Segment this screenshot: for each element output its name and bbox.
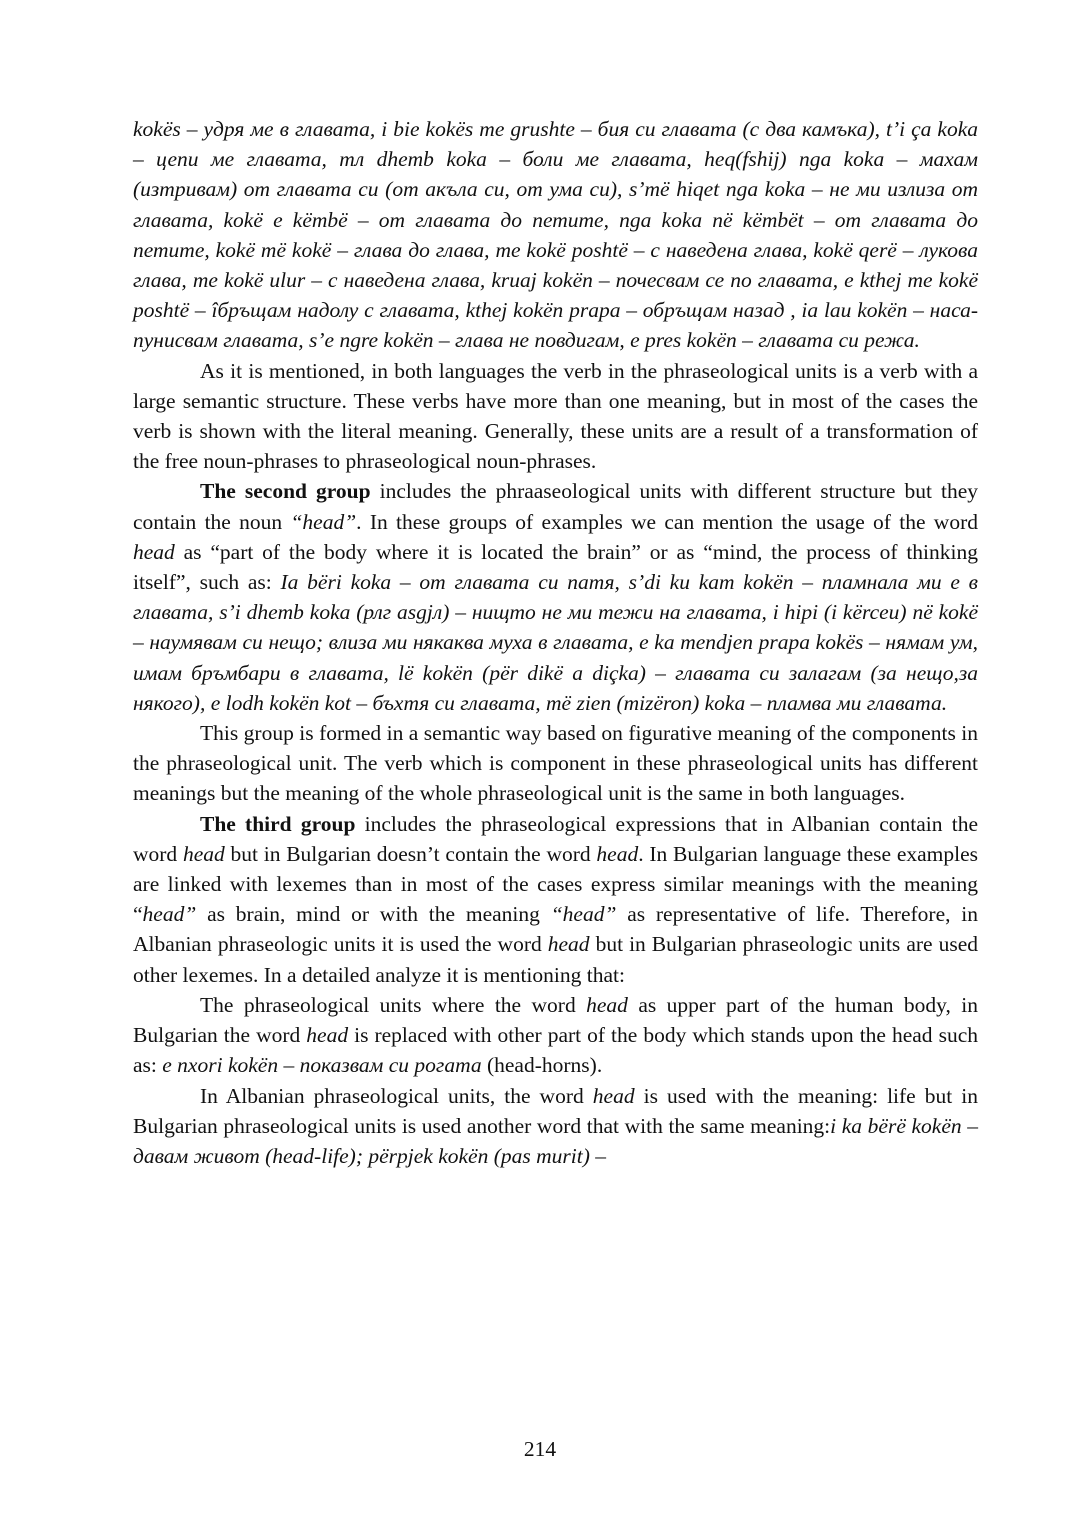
italic-examples: Ia bëri koka – от главата си патя, s’di ku kam kokën – пламнала ми е в главата, s’i dhemb koka (рлг asgjл) – нищто не ми тежи на главата, i hipi (i kërceu) në kokë – наумявам си нещо; влиза ми някаква муха в главата, e ka mendjen prapa kokës – нямам ум, имам бръмбари в главата, lë kokën (për dikë a diçka) – главата си залагам (за нещо,за някого), e lodh kokën kot – бъхтя си главата, më zien (mizëron) koka – пламва ми главата. [133, 570, 979, 715]
body-text: includes the phraaseological units with different structure but they contain the noun [133, 479, 978, 534]
document-page [133, 114, 978, 1171]
italic-text: “head” [550, 902, 617, 927]
paragraph-third-group [133, 809, 978, 990]
paragraph-semantic-formation [133, 718, 978, 809]
italic-text: head [182, 841, 225, 866]
body-text: as representative of life. Therefore, in Albanian phraseologic units it is used the word [133, 902, 978, 957]
bold-heading-third-group: The third group [200, 811, 356, 836]
body-text: as upper part of the human body, in Bulgarian the word [133, 992, 978, 1048]
bold-heading-second-group: The second group [200, 479, 371, 504]
body-text: In Albanian phraseological units, the word [200, 1083, 593, 1108]
italic-text: head [306, 1023, 349, 1048]
italic-text: head [592, 1083, 635, 1108]
italic-example: i ka bërë kokën – давам живот (head-life); përpjek kokën (pas murit) – [133, 1113, 978, 1168]
body-text: as “part of the body where it is located the brain” or as “mind, the process of thinking itself”, such as: [133, 539, 978, 595]
body-text: is replaced with other part of the body which stands upon the head such as: [133, 1023, 978, 1078]
body-text: This group is formed in a semantic way based on figurative meaning of the components in the phraseological unit. The verb which is component in these phraseological units has different meanings but the meaning of the whole phraseological unit is the same in both languages. [133, 721, 978, 806]
paragraph-examples-continued [133, 114, 978, 356]
body-text: but in Bulgarian doesn’t contain the word [224, 841, 597, 866]
page-number: 214 [523, 1437, 557, 1461]
italic-text: “head” [290, 509, 357, 534]
body-text: includes the phraseological expressions that in Albanian contain the word [133, 811, 978, 866]
body-text: but in Bulgarian phraseologic units are used other lexemes. In a detailed analyze it is mentioning that: [133, 932, 978, 987]
paragraph-second-group [133, 476, 978, 718]
body-text: As it is mentioned, in both languages the verb in the phraseological units is a verb with a large semantic structure. These verbs have more than one meaning, but in most of the cases the verb is shown with the literal meaning. Generally, these units are a result of a transformation of the free noun-phrases to phraseological noun-phrases. [133, 358, 978, 474]
italic-text: head [586, 992, 628, 1017]
body-text: is used with the meaning: life but in Bulgarian phraseological units is used another word that with the same meaning: [133, 1083, 979, 1138]
body-text: The phraseological units where the word [200, 992, 587, 1017]
body-text: as brain, mind or with the meaning [196, 902, 551, 927]
italic-text: head [133, 539, 175, 564]
italic-text: head [596, 841, 639, 866]
body-text: (head-horns). [481, 1053, 603, 1078]
body-text: . In Bulgarian language these examples are linked with lexemes than in most of the cases express similar meanings with the meaning “ [133, 841, 979, 927]
body-text: . In these groups of examples we can mention the usage of the word [356, 509, 978, 534]
paragraph-verb-structure [133, 356, 978, 477]
paragraph-upper-body [133, 990, 978, 1081]
italic-text: head” [142, 902, 197, 927]
italic-example: e nxori kokën – показвам си рогата [162, 1053, 482, 1078]
italic-text: head [547, 932, 590, 957]
italic-text: kokës – удря ме в главата, i bie kokës me grushte – бия си главата (с два камъка), t’i ça koka – цепи ме главата, тл dhemb koka – боли ме главата, heq(fshij) nga koka – махам (изтривам) от главата си (от акъла си, от ума си), s’më hiqet nga koka – не ми излиза от главата, kokë e këmbë – от главата до петите, nga koka në këmbët – от главата до петите, kokë më kokë – глава до глава, me kokë poshtë – с наведена глава, kokë qerë – лукова глава, me kokë ulur – с наведена глава, kruaj kokën – почесвам се по главата, e kthej me kokë poshtë – îбръщам надолу с главата, kthej kokën prapa – обръщам назад , ia lau kokën – наса-пунисвам главата, s’e ngre kokën – глава не повдигам, e pres kokën – главата си режа. [133, 117, 978, 353]
paragraph-head-life [133, 1081, 978, 1172]
